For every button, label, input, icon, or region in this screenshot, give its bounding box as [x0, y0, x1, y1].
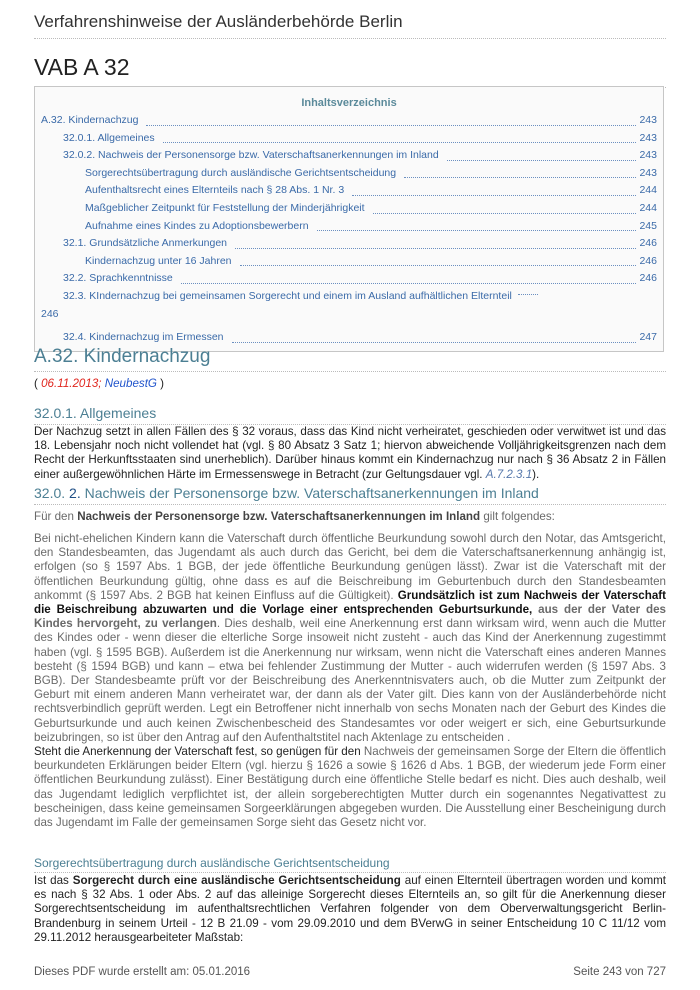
- toc-entry-a32[interactable]: [41, 112, 657, 130]
- section-title-3201: 32.0.1. Allgemeines: [34, 405, 666, 425]
- toc-leader-dots: [404, 177, 636, 178]
- toc-entry-zeitpunkt[interactable]: [41, 200, 657, 218]
- bold-text: Sorgerecht durch eine ausländische Gerichtsentscheidung: [72, 874, 401, 887]
- paragraph-text: Nachweis der gemeinsamen Sorge der Eltern die öffentlich beurkundeten Erklärungen beider Eltern (vgl. hierzu § 1626 a sowie § 1626 d Abs. 1 BGB, der wiederum jede Form einer öffentlichen Beurkundung zulässt). Einer Bestätigung durch eine öffentliche Stelle bedarf es nicht. Dies auch deshalb, weil das Jugendamt lediglich verpflichtet ist, der allein sorgeberechtigten Mutter durch ein sogenanntes Negativattest zu bescheinigen, dass keine gemeinsamen Sorgeerklärungen abgegeben wurden. Die Ausstellung einer Bescheinigung durch das Jugendamt im Falle der gemeinsamen Sorge sieht das Gesetz nicht vor.: [34, 745, 666, 830]
- cross-reference-link[interactable]: A.7.2.3.1: [485, 467, 533, 481]
- paragraph-3201: [34, 425, 666, 482]
- toc-entry-322[interactable]: [41, 270, 657, 288]
- paragraph-3202-1: [34, 532, 666, 745]
- toc-entry-page: 245: [639, 219, 657, 232]
- toc-entry-label: Sorgerechtsübertragung durch ausländische Gerichtsentscheidung: [85, 166, 397, 179]
- title-part: Nachweis der Personensorge bzw. Vaterschaftsanerkennungen im Inland: [84, 485, 539, 501]
- amendment-law[interactable]: NeubestG: [104, 377, 157, 390]
- toc-entry-323[interactable]: [41, 288, 657, 323]
- toc-entry-321[interactable]: [41, 235, 657, 253]
- paragraph-text: Ist das: [34, 874, 69, 887]
- toc-entry-label: Aufenthaltsrecht eines Elternteils nach § 28 Abs. 1 Nr. 3: [85, 184, 345, 197]
- toc-entry-adoption[interactable]: [41, 218, 657, 236]
- toc-leader-dots: [163, 142, 637, 143]
- toc-entry-label: Maßgeblicher Zeitpunkt für Feststellung der Minderjährigkeit: [85, 201, 365, 214]
- toc-entry-label: 32.1. Grundsätzliche Anmerkungen: [63, 237, 228, 250]
- footer-page-number: Seite 243 von 727: [573, 966, 666, 978]
- title-part: 2.: [69, 485, 81, 501]
- toc-entry-label: 32.2. Sprachkenntnisse: [63, 272, 173, 285]
- toc-entry-label: 32.0.2. Nachweis der Personensorge bzw. Vaterschaftsanerkennungen im Inland: [63, 149, 439, 162]
- doc-title: VAB A 32: [34, 54, 666, 88]
- toc-leader-dots: [146, 125, 636, 126]
- toc-entry-page: 244: [639, 184, 657, 197]
- toc-entry-page: 247: [639, 331, 657, 344]
- toc-entry-label: Aufnahme eines Kindes zu Adoptionsbewerbern: [85, 219, 309, 232]
- toc-entry-aufenthaltsrecht[interactable]: [41, 182, 657, 200]
- toc-entry-page: 243: [639, 149, 657, 162]
- paragraph-text: auf einen Elternteil übertragen worden und kommt es nach § 32 Abs. 1 oder Abs. 2 auf das alleinige Sorgerecht dieses Elternteils an, so gilt für die Anerkennung dieser Sorgerechtsentscheidung im aufenthaltsrechtlichen Verfahren folgender von dem Oberverwaltungsgericht Berlin-Brandenburg in seinem Urteil - 12 B 21.09 - vom 29.09.2010 und dem BVerwG in seiner Entscheidung 10 C 11/12 vom 29.11.2012 herausgearbeiteter Maßstab:: [34, 874, 666, 944]
- toc-leader-dots: [518, 294, 538, 295]
- subsection-title-sorgerecht: Sorgerechtsübertragung durch ausländische Gerichtsentscheidung: [34, 856, 666, 873]
- toc-entry-324[interactable]: [41, 329, 657, 347]
- toc-entry-page: 246: [639, 237, 657, 250]
- toc-entry-label: 32.3. KIndernachzug bei gemeinsamen Sorgerecht und einem im Ausland aufhältlichen Elternteil: [63, 289, 512, 302]
- toc-entry-label: Kindernachzug unter 16 Jahren: [85, 254, 232, 267]
- title-part: 32.0.: [34, 485, 66, 501]
- paragraph-text: gilt folgendes:: [483, 510, 555, 523]
- toc-entry-page: 243: [639, 131, 657, 144]
- table-of-contents: [34, 86, 664, 352]
- toc-heading: Inhaltsverzeichnis: [301, 97, 397, 109]
- toc-leader-dots: [181, 283, 637, 284]
- paren-open: (: [34, 377, 38, 390]
- section-title-3202: [34, 485, 666, 505]
- toc-leader-dots: [373, 213, 637, 214]
- toc-leader-dots: [240, 265, 637, 266]
- site-header: Verfahrenshinweise der Ausländerbehörde Berlin: [34, 12, 666, 39]
- paragraph-3202-intro: [34, 510, 666, 524]
- paragraph-text: Für den: [34, 510, 74, 523]
- toc-entry-label: 32.4. Kindernachzug im Ermessen: [63, 331, 224, 344]
- toc-entry-page: 243: [639, 166, 657, 179]
- toc-entry-unter16[interactable]: [41, 253, 657, 271]
- toc-leader-dots: [447, 160, 637, 161]
- bold-text: aus der der Vater des Kindes hervorgeht, zu verlangen: [34, 603, 666, 631]
- paragraph-sorgerecht: [34, 874, 666, 945]
- toc-entry-label: 32.0.1. Allgemeines: [63, 131, 155, 144]
- toc-entry-page: 246: [41, 307, 59, 320]
- paragraph-text: . Dies deshalb, weil eine Anerkennung erst dann wirksam wird, wenn auch die Mutter des Kindes oder - wenn dieser die elterliche Sorge insoweit nicht zusteht - auch das Kind der Anerkennung zugestimmt haben (vgl. § 1595 BGB). Außerdem ist die Anerkennung nur wirksam, wenn nicht die Vaterschaft eines anderen Mannes besteht (§ 1594 BGB) und kann – etwa bei fehlender Zustimmung der Mutter - auch widerrufen werden (§ 1597 Abs. 3 BGB). Der Standesbeamte prüft vor der Beischreibung des Anerkenntnisvaters auch, ob die Mutter zum Zeitpunkt der Geburt mit einem anderen Mann verheiratet war, der dann als der Vater gilt. Dies kann von der Ausländerbehörde nicht rechtsverbindlich geprüft werden. Legt ein Betroffener nicht innerhalb von sechs Monaten nach der Geburt des Kindes die Geburtsurkunde und auch keinen Zwischenbescheid des Standesamtes vor oder weigert er sich, eine Geburtsurkunde beizubringen, so ist über den Antrag auf den Aufenthaltstitel nach Aktenlage zu entscheiden .: [34, 617, 666, 744]
- paragraph-text: Bei nicht-ehelichen Kindern kann die Vaterschaft durch öffentliche Beurkundung sowohl durch den Notar, das Amtsgericht, den Standesbeamten, das Jugendamt als auch durch das Gericht, bei dem die Vaterschaftsanerkennung anhängig ist, erfolgen (so § 1597 Abs. 1 BGB, der jede öffentliche Beurkundung genügen lässt). Zwar ist die Vaterschaft mit der öffentlichen Beurkundung gültig, ohne dass es auf die Beischreibung im Geburtenbuch durch den Standesbeamten ankommt (§ 1597 Abs. 2 BGB hat keinen Einfluss auf die Gültigkeit).: [34, 532, 666, 602]
- paragraph-text: Steht die Anerkennung der Vaterschaft fest, so genügen für den: [34, 745, 361, 758]
- toc-entry-sorgerecht[interactable]: [41, 165, 657, 183]
- paren-close: ): [160, 377, 165, 390]
- bold-text: Grundsätzlich ist zum Nachweis der Vaterschaft die Beischreibung abzuwarten und die Vorlage einer entsprechenden Geburtsurkunde,: [34, 588, 666, 617]
- page-footer: [34, 966, 666, 978]
- bold-text: Nachweis der Personensorge bzw. Vaterschaftsanerkennungen im Inland: [77, 510, 481, 523]
- toc-entry-3201[interactable]: [41, 130, 657, 148]
- toc-entry-label: A.32. Kindernachzug: [41, 114, 139, 126]
- toc-leader-dots: [235, 248, 636, 249]
- toc-entry-page: 246: [639, 254, 657, 267]
- toc-entry-page: 246: [639, 272, 657, 285]
- amendment-date: 06.11.2013;: [41, 377, 102, 390]
- paragraph-text: ).: [532, 467, 540, 481]
- paragraph-3202-2: [34, 745, 666, 830]
- paragraph-text: Der Nachzug setzt in allen Fällen des § 32 voraus, dass das Kind nicht verheiratet, geschieden oder verwitwet ist und das 18. Lebensjahr noch nicht vollendet hat (vgl. § 80 Absatz 3 Satz 1; hiervon abweichende Volljährigkeitsgrenzen nach dem Recht der Herkunftsstaaten sind unerheblich). Darüber hinaus kommt ein Kindernachzug nur nach § 36 Absatz 2 in Fällen einer außergewöhnlichen Härte im Ermessenswege in Betracht (zur Geltungsdauer vgl.: [34, 425, 666, 481]
- toc-leader-dots: [232, 342, 637, 343]
- section-title-a32: A.32. Kindernachzug: [34, 346, 666, 372]
- toc-leader-dots: [352, 195, 636, 196]
- toc-entry-page: 244: [639, 201, 657, 214]
- toc-entry-page: 243: [639, 114, 657, 126]
- footer-created: Dieses PDF wurde erstellt am: 05.01.2016: [34, 966, 251, 978]
- section-meta: [34, 377, 666, 391]
- toc-entry-3202[interactable]: [41, 147, 657, 165]
- toc-leader-dots: [317, 230, 637, 231]
